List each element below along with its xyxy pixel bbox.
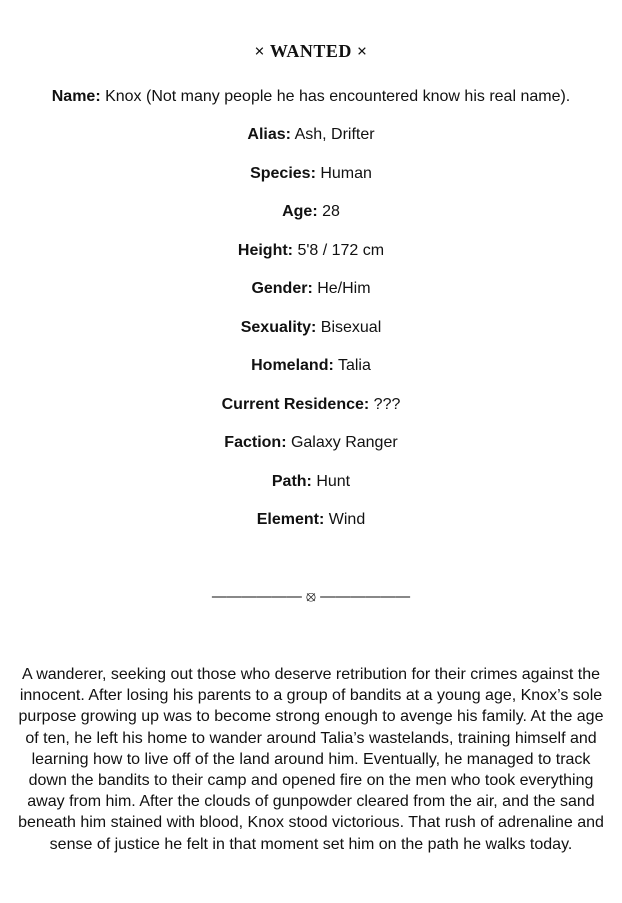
field-homeland: [0, 356, 622, 376]
field-value: Bisexual: [316, 319, 382, 336]
field-sexuality: [0, 318, 622, 338]
field-value: 5'8 / 172 cm: [293, 242, 385, 259]
field-gender: [0, 279, 622, 299]
field-value: Hunt: [311, 473, 351, 490]
field-label: Species:: [250, 165, 316, 182]
field-faction: [0, 433, 622, 453]
field-label: Gender:: [251, 280, 313, 297]
field-value: Ash, Drifter: [291, 126, 375, 143]
field-label: Alias:: [247, 126, 291, 143]
field-value: He/Him: [312, 280, 371, 297]
field-path: [0, 472, 622, 492]
field-label: Sexuality:: [240, 319, 317, 336]
field-label: Faction:: [224, 434, 287, 451]
field-label: Element:: [256, 511, 325, 528]
field-value: ???: [369, 396, 401, 413]
field-value: 28: [317, 203, 340, 220]
field-element: [0, 510, 622, 530]
field-value: Wind: [324, 511, 366, 528]
field-alias: [0, 125, 622, 145]
field-current-residence: [0, 395, 622, 415]
field-label: Age:: [282, 203, 318, 220]
field-species: [0, 164, 622, 184]
field-label: Name:: [51, 88, 101, 105]
page-title: × WANTED ×: [254, 41, 368, 61]
field-label: Current Residence:: [221, 396, 370, 413]
field-value: Knox (Not many people he has encountered know his real name).: [100, 88, 571, 105]
bio-paragraph: A wanderer, seeking out those who deserve retribution for their crimes against the innocent. After losing his parents to a group of bandits at a young age, Knox’s sole purpose growing up was to become strong enough to avenge his family. At the age of ten, he left his home to wander around Talia’s wastelands, training himself and learning how to live off of the land around him. Eventually, he managed to track down the bandits to their camp and opened fire on the men who took everything away from him. After the clouds of gunpowder cleared from the air, and the sand beneath him stained with blood, Knox stood victorious. That rush of adrenaline and sense of justice he felt in that moment set him on the path he walks today.: [18, 666, 604, 853]
section-divider: —————— ⦻ ——————: [211, 588, 411, 605]
field-value: Human: [315, 165, 372, 182]
field-age: [0, 202, 622, 222]
field-name: [0, 87, 622, 107]
field-value: Galaxy Ranger: [286, 434, 398, 451]
field-label: Height:: [237, 242, 293, 259]
field-label: Homeland:: [251, 357, 334, 374]
field-height: [0, 241, 622, 261]
field-label: Path:: [271, 473, 312, 490]
field-value: Talia: [333, 357, 371, 374]
